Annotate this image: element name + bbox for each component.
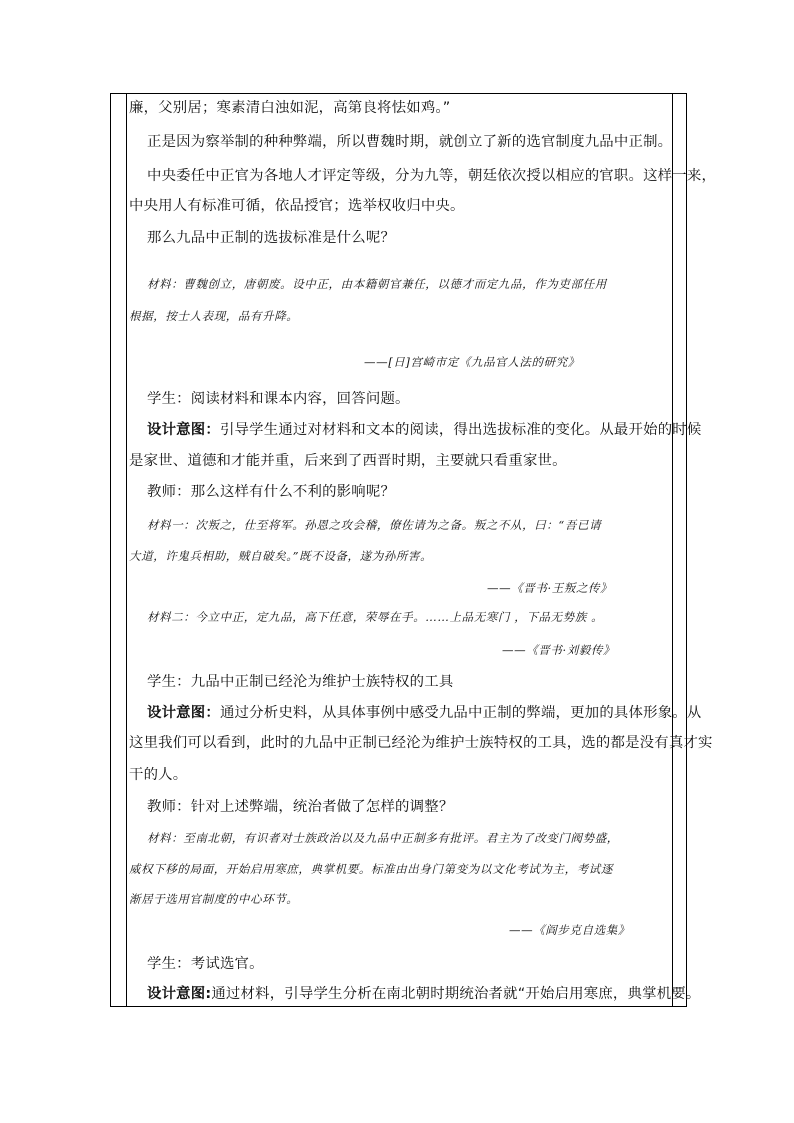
text-line: 正是因为察举制的种种弊端，所以曹魏时期，就创立了新的选官制度九品中正制。 — [147, 134, 673, 150]
material-text: 大道，许鬼兵相助，贼自破矣。”既不设备，遂为孙所害。 — [129, 549, 433, 563]
design-intent — [147, 984, 700, 1004]
material-source: ——《阎步克自选集》 — [509, 923, 630, 937]
design-intent-text: 通过分析史料，从具体事例中感受九品中正制的弊端，更加的具体形象。从 — [219, 705, 702, 721]
text-line: 是家世、道德和才能并重，后来到了西晋时期，主要就只看重家世。 — [129, 453, 567, 469]
table-left-divider — [126, 93, 127, 1007]
text-line: 教师：那么这样有什么不利的影响呢？ — [147, 484, 396, 500]
design-intent-text: 引导学生通过对材料和文本的阅读，得出选拔标准的变化。从最开始的时候 — [219, 422, 702, 438]
text-line: 教师：针对上述弊端，统治者做了怎样的调整？ — [147, 799, 454, 815]
material-source: ——[日]宫崎市定《九品官人法的研究》 — [364, 355, 580, 369]
text-line: 学生：考试选官。 — [147, 956, 264, 972]
design-intent-label: 设计意图： — [147, 422, 220, 438]
design-intent-text: 通过材料，引导学生分析在南北朝时期统治者就“开始启用寒庶，典掌机要。 — [211, 986, 701, 1002]
text-line: 中央用人有标准可循，依品授官；选举权收归中央。 — [129, 198, 465, 214]
material-text: 材料：曹魏创立，唐朝废。设中正，由本籍朝官兼任，以德才而定九品，作为吏部任用 — [147, 277, 607, 291]
design-intent — [147, 703, 701, 723]
text-line: 学生：阅读材料和课本内容，回答问题。 — [147, 391, 410, 407]
text-line: 那么九品中正制的选拔标准是什么呢？ — [147, 230, 396, 246]
design-intent — [147, 420, 701, 440]
material-source: ——《晋书·刘毅传》 — [502, 643, 616, 657]
material-text: 威权下移的局面，开始启用寒庶，典掌机要。标准由出身门第变为以文化考试为主，考试逐 — [129, 862, 613, 876]
design-intent-label: 设计意图: — [147, 986, 212, 1002]
design-intent-label: 设计意图： — [147, 705, 220, 721]
material-text: 根据，按士人表现，品有升降。 — [129, 309, 299, 323]
material-text: 材料二：今立中正，定九品，高下任意，荣辱在手。……上品无寒门 ，下品无势族 。 — [147, 610, 604, 624]
text-line: 廉，父别居；寒素清白浊如泥，高第良将怯如鸡。” — [129, 100, 451, 116]
table-right-divider — [672, 93, 673, 1007]
material-text: 材料一：次叛之，仕至将军。孙恩之攻会稽，僚佐请为之备。叛之不从，曰：“吾已请 — [147, 518, 602, 532]
text-line: 中央委任中正官为各地人才评定等级，分为九等，朝廷依次授以相应的官职。这样一来， — [147, 168, 717, 184]
text-line: 学生：九品中正制已经沦为维护士族特权的工具 — [147, 674, 454, 690]
text-line: 干的人。 — [129, 767, 188, 783]
material-text: 材料：至南北朝，有识者对士族政治以及九品中正制多有批评。君主为了改变门阀势盛， — [147, 831, 619, 845]
material-text: 渐居于选用官制度的中心环节。 — [129, 892, 299, 906]
text-line: 这里我们可以看到，此时的九品中正制已经沦为维护士族特权的工具，选的都是没有真才实 — [129, 735, 713, 751]
material-source: ——《晋书·王叛之传》 — [487, 581, 613, 595]
